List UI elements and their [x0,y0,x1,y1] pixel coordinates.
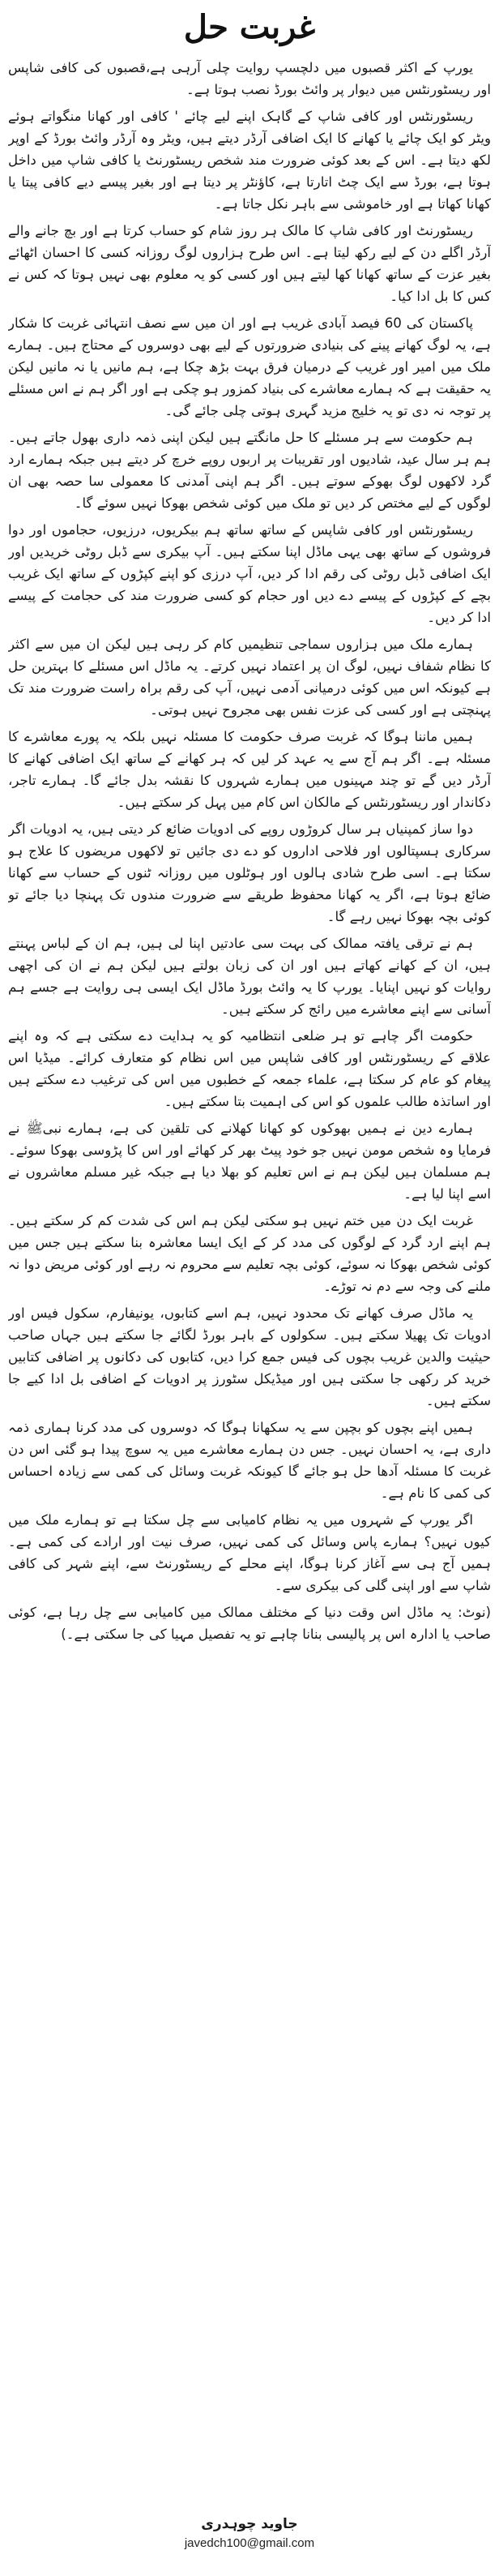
author-name: جاوید چوہدری [201,2516,298,2532]
article-paragraph: دوا ساز کمپنیاں ہر سال کروڑوں روپے کی ادویات ضائع کر دیتی ہیں، یہ ادویات اگر سرکاری ہسپتالوں اور فلاحی اداروں کو دے دی جائیں تو لاکھوں مریضوں کا علاج ہو سکتا ہے۔ اسی طرح شادی ہالوں اور ہوٹلوں میں روزانہ ٹنوں کے حساب سے کھانا ضائع ہوتا ہے، اگر یہ کھانا محفوظ طریقے سے ضرورت مندوں تک پہنچا دیا جائے تو کوئی بچہ بھوکا نہیں رہے گا۔ [8,821,491,924]
article-paragraph: ریسٹورنٹس اور کافی شاپس کے ساتھ ساتھ ہم بیکریوں، درزیوں، حجاموں اور دوا فروشوں کے ساتھ بھی یہی ماڈل اپنا سکتے ہیں۔ آپ بیکری سے ڈبل روٹی خریدیں اور ایک اضافی ڈبل روٹی کی رقم ادا کر دیں، آپ درزی کو اپنے کپڑوں کے ساتھ ایک غریب بچے کے کپڑوں کے پیسے دے دیں اور حجام کو کسی ضرورت مند کی حجامت کے پیسے ادا کر دیں۔ [8,522,491,625]
article-paragraph: ریسٹورنٹس اور کافی شاپ کے گاہک اپنے لیے چائے ' کافی اور کھانا منگواتے ہوئے ویٹر کو ایک چائے یا کھانے کا ایک اضافی آرڈر دیتے ہیں، ویٹر وہ آرڈر وائٹ بورڈ کے اوپر لکھ دیتا ہے۔ اس کے بعد کوئی ضرورت مند شخص ریسٹورنٹ یا کافی شاپ میں داخل ہوتا ہے، بورڈ سے ایک چٹ اتارتا ہے، کاؤنٹر پر دیتا ہے اور بغیر پیسے دیے کافی پیتا یا کھانا کھاتا ہے اور خاموشی سے باہر نکل جاتا ہے۔ [8,109,491,212]
article-paragraph: غربت ایک دن میں ختم نہیں ہو سکتی لیکن ہم اس کی شدت کم کر سکتے ہیں۔ ہم اپنے ارد گرد کے لوگوں کی مدد کر کے ایک ایسا معاشرہ بنا سکتے ہیں جس میں کوئی شخص بھوکا نہ سوئے، کوئی بچہ تعلیم سے محروم نہ رہے اور کوئی مریض دوا نہ ملنے کی وجہ سے دم نہ توڑے۔ [8,1213,491,1294]
article-paragraph: ہمارے دین نے ہمیں بھوکوں کو کھانا کھلانے کی تلقین کی ہے، ہمارے نبیﷺ نے فرمایا وہ شخص مومن نہیں جو خود پیٹ بھر کر کھائے اور اس کا پڑوسی بھوکا سوئے۔ ہم مسلمان ہیں لیکن ہم نے اس تعلیم کو بھلا دیا ہے جبکہ غیر مسلم معاشروں نے اسے اپنا لیا ہے۔ [8,1121,491,1202]
article-paragraph: ہمیں ماننا ہوگا کہ غربت صرف حکومت کا مسئلہ نہیں بلکہ یہ پورے معاشرے کا مسئلہ ہے۔ اگر ہم آج سے یہ عہد کر لیں کہ ہر کھانے کے ساتھ ایک اضافی کھانے کا آرڈر دیں گے تو چند مہینوں میں ہمارے شہروں کا نقشہ بدل جائے گا۔ ہمارے تاجر، دکاندار اور ریسٹورنٹس کے مالکان اس کام میں پہل کر سکتے ہیں۔ [8,729,491,810]
article-paragraph: پاکستان کی 60 فیصد آبادی غریب ہے اور ان میں سے نصف انتہائی غربت کا شکار ہے، یہ لوگ کھانے پینے کی بنیادی ضرورتوں کے لیے بھی دوسروں کے محتاج ہیں۔ ہمارے ملک میں امیر اور غریب کے درمیان فرق بہت بڑھ چکا ہے، ہم مانیں یا نہ مانیں لیکن یہ حقیقت ہے کہ ہمارے معاشرے کی بنیاد کمزور ہو چکی ہے اور اگر ہم نے اس مسئلے پر توجہ نہ دی تو یہ خلیج مزید گہری ہوتی چلی جائے گی۔ [8,315,491,418]
article-paragraph: یورپ کے اکثر قصبوں میں دلچسپ روایت چلی آرہی ہے،قصبوں کی کافی شاپس اور ریسٹورنٹس میں دیوار پر وائٹ بورڈ نصب ہوتا ہے۔ [8,60,491,97]
article-paragraph: ریسٹورنٹ اور کافی شاپ کا مالک ہر روز شام کو حساب کرتا ہے اور بچ جانے والے آرڈر اگلے دن کے لیے رکھ لیتا ہے۔ اس طرح ہزاروں لوگ روزانہ کسی کا احسان اٹھائے بغیر عزت کے ساتھ کھانا کھا لیتے ہیں اور کسی کو یہ معلوم بھی نہیں ہوتا کہ کس نے کس کا بل ادا کیا۔ [8,223,491,304]
article-paragraph: یہ ماڈل صرف کھانے تک محدود نہیں، ہم اسے کتابوں، یونیفارم، سکول فیس اور ادویات تک پھیلا سکتے ہیں۔ سکولوں کے باہر بورڈ لگائے جا سکتے ہیں جہاں صاحب حیثیت والدین غریب بچوں کی فیس جمع کرا دیں، کتابوں کی دکانوں پر اضافی کتابیں خرید کر رکھی جا سکتی ہیں اور میڈیکل سٹورز پر ادویات کے اضافی بل ادا کیے جا سکتے ہیں۔ [8,1305,491,1408]
article-body [8,57,491,2505]
article-paragraph: اگر یورپ کے شہروں میں یہ نظام کامیابی سے چل سکتا ہے تو ہمارے ملک میں کیوں نہیں؟ ہمارے پاس وسائل کی کمی نہیں، صرف نیت اور ارادے کی کمی ہے۔ ہمیں آج ہی سے آغاز کرنا ہوگا، اپنے محلے کے ریسٹورنٹ سے، اپنے شہر کی کافی شاپ سے اور اپنی گلی کی بیکری سے۔ [8,1512,491,1593]
article-paragraph: ہمیں اپنے بچوں کو بچپن سے یہ سکھانا ہوگا کہ دوسروں کی مدد کرنا ہماری ذمہ داری ہے، یہ احسان نہیں۔ جس دن ہمارے معاشرے میں یہ سوچ پیدا ہو گئی اس دن غربت کا مسئلہ آدھا حل ہو جائے گا کیونکہ غربت وسائل کی کمی سے زیادہ احساس کی کمی کا نام ہے۔ [8,1420,491,1501]
article-paragraph: ہمارے ملک میں ہزاروں سماجی تنظیمیں کام کر رہی ہیں لیکن ان میں سے اکثر کا نظام شفاف نہیں، لوگ ان پر اعتماد نہیں کرتے۔ یہ ماڈل اس مسئلے کا بہترین حل ہے کیونکہ اس میں کوئی درمیانی آدمی نہیں، آپ کی رقم براہ راست ضرورت مند تک پہنچتی ہے اور کسی کی عزت نفس بھی مجروح نہیں ہوتی۔ [8,636,491,718]
author-email: javedch100@gmail.com [184,2536,315,2550]
article-note: (نوٹ: یہ ماڈل اس وقت دنیا کے مختلف ممالک میں کامیابی سے چل رہا ہے، کوئی صاحب یا ادارہ اس پر پالیسی بنانا چاہے تو یہ تفصیل مہیا کی جا سکتی ہے۔) [8,1605,491,1642]
author-signature [0,2514,499,2552]
article-paragraph: ہم نے ترقی یافتہ ممالک کی بہت سی عادتیں اپنا لی ہیں، ہم ان کے لباس پہنتے ہیں، ان کے کھانے کھاتے ہیں اور ان کی زبان بولتے ہیں لیکن ہم نے ان کی اچھی روایات کو نہیں اپنایا۔ یورپ کا یہ وائٹ بورڈ ماڈل ایک ایسی ہی روایت ہے جسے ہم آسانی سے اپنے معاشرے میں رائج کر سکتے ہیں۔ [8,936,491,1017]
article-paragraph: حکومت اگر چاہے تو ہر ضلعی انتظامیہ کو یہ ہدایت دے سکتی ہے کہ وہ اپنے علاقے کے ریسٹورنٹس اور کافی شاپس میں اس نظام کو متعارف کرائے۔ میڈیا اس پیغام کو عام کر سکتا ہے، علماء جمعہ کے خطبوں میں اس کی ترغیب دے سکتے ہیں اور اساتذہ طالب علموں کو اس کی اہمیت بتا سکتے ہیں۔ [8,1028,491,1109]
article-paragraph: ہم حکومت سے ہر مسئلے کا حل مانگتے ہیں لیکن اپنی ذمہ داری بھول جاتے ہیں۔ ہم ہر سال عید، شادیوں اور تقریبات پر اربوں روپے خرچ کر دیتے ہیں جبکہ ہمارے ارد گرد لاکھوں لوگ بھوکے سوتے ہیں۔ اگر ہم اپنی آمدنی کا معمولی سا حصہ بھی ان لوگوں کے لیے مختص کر دیں تو ملک میں کوئی شخص بھوکا نہیں سوئے گا۔ [8,430,491,511]
article-title: غربت حل [183,8,316,46]
